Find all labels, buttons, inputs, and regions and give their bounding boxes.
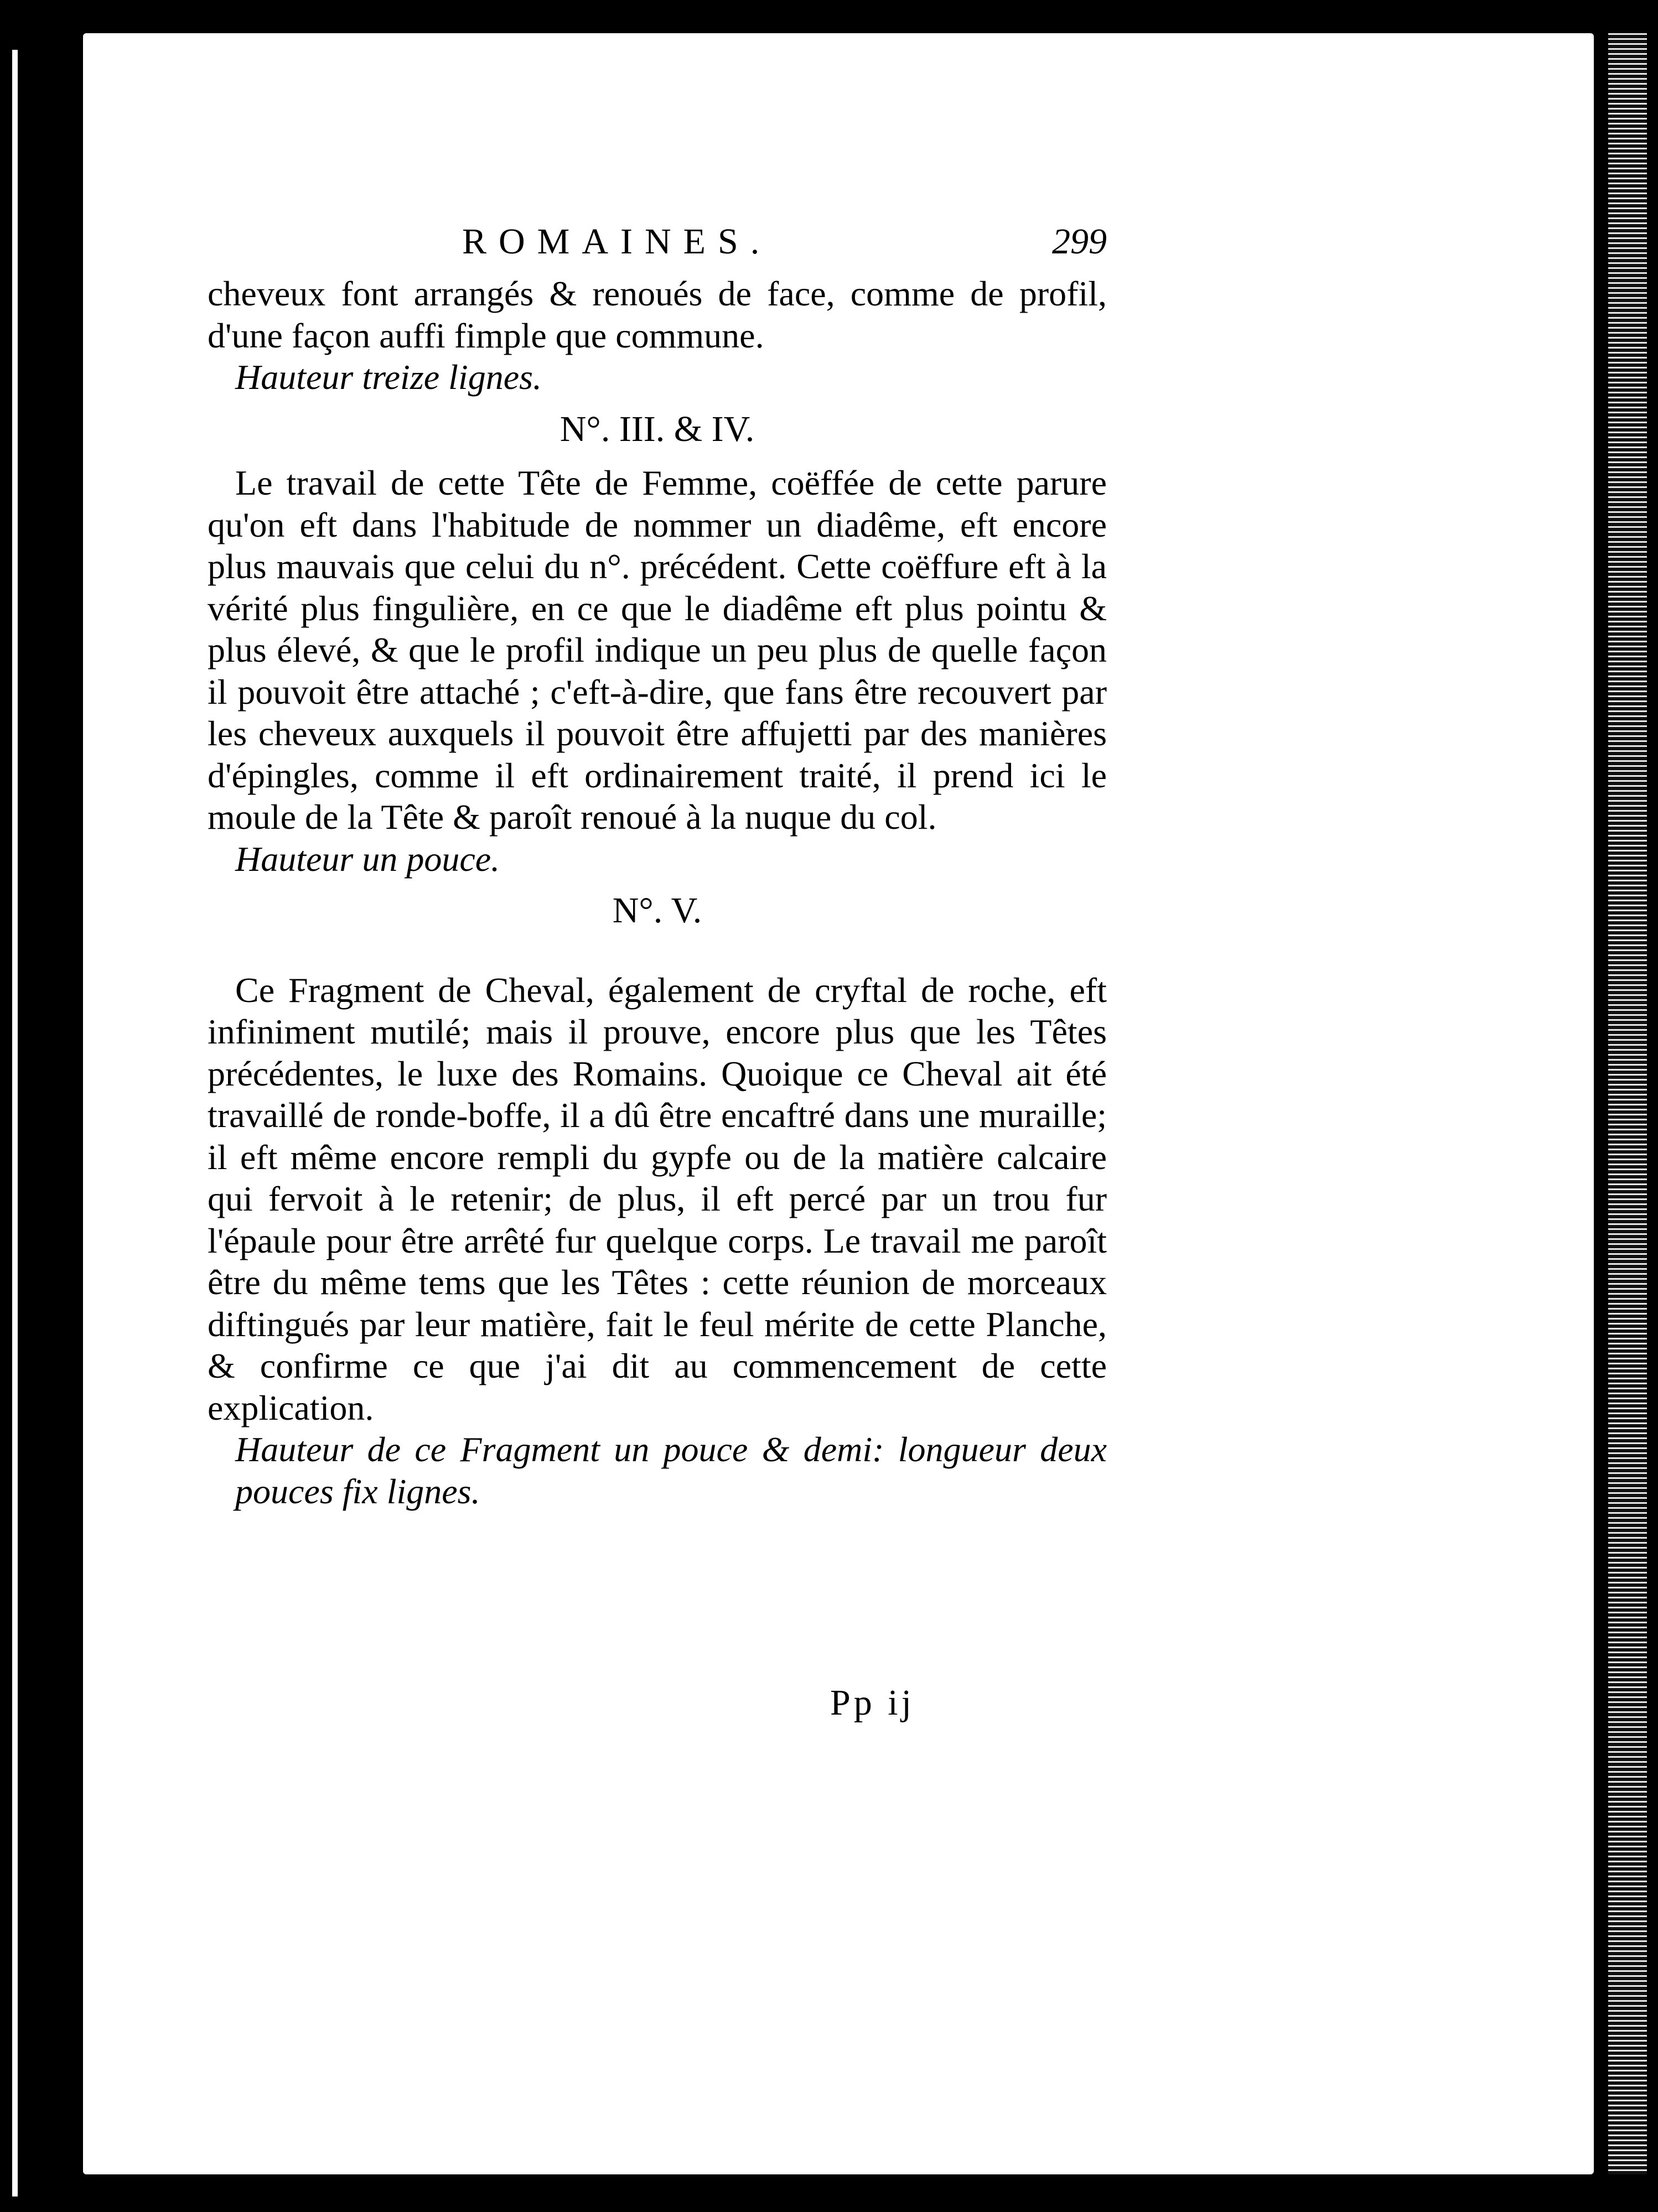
section-heading-5: N°. V.	[612, 890, 702, 931]
section-heading-3-4: N°. III. & IV.	[559, 408, 755, 449]
paragraph-fragment-cheval: Ce Fragment de Cheval, également de cryftal de roche, eft infiniment mutilé; mais il prouve, encore plus que les Têtes précédentes, le luxe des Romains. Quoique ce Cheval ait été travaillé de ronde-boffe, il a dû être encaftré dans une muraille; il eft même encore rempli du gypfe ou de la matière calcaire qui fervoit à le retenir; de plus, il eft percé par un trou fur l'épaule pour être arrêté fur quelque corps. Le travail me paroît être du même tems que les Têtes : cette réunion de morceaux diftingués par leur matière, fait le feul mérite de cette Planche, & confirme ce que j'ai dit au commencement de cette explication.	[208, 970, 1107, 1427]
opening-paragraph: cheveux font arrangés & renoués de face, comme de profil, d'une façon auffi fimple que commune.	[208, 274, 1107, 355]
paragraph-tete-de-femme: Le travail de cette Tête de Femme, coëffée de cette parure qu'on eft dans l'habitude de nommer un diadême, eft encore plus mauvais que celui du n°. précédent. Cette coëffure eft à la vérité plus fingulière, en ce que le diadême eft plus pointu & plus élevé, & que le profil indique un peu plus de quelle façon il pouvoit être attaché ; c'eft-à-dire, que fans être recouvert par les cheveux auxquels il pouvoit être affujetti par des manières d'épingles, comme il eft ordinairement traité, il prend ici le moule de la Tête & paroît renoué à la nuque du col.	[208, 463, 1107, 837]
running-head	[208, 213, 1107, 273]
measure-note-3: Hauteur de ce Fragment un pouce & demi: longueur deux pouces fix lignes.	[235, 1430, 1107, 1511]
measure-note-1: Hauteur treize lignes.	[235, 357, 542, 397]
scan-left-edge-line	[12, 50, 18, 2197]
signature-mark: Pp ij	[830, 1683, 915, 1723]
page-number: 299	[1052, 221, 1107, 262]
running-title: ROMAINES.	[462, 221, 772, 262]
text-block	[208, 213, 1107, 1512]
measure-note-2: Hauteur un pouce.	[235, 839, 500, 879]
scan-right-grain	[1608, 33, 1647, 2174]
